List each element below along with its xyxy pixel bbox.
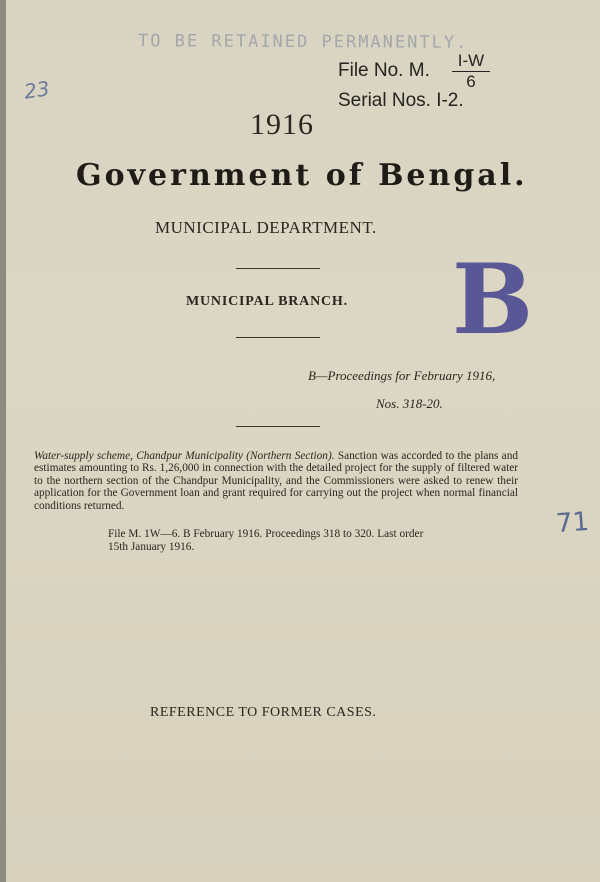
case-summary bbox=[34, 450, 518, 512]
reference-heading: REFERENCE TO FORMER CASES. bbox=[150, 705, 377, 720]
summary-body: Sanction was accorded to the plans and estimates amounting to Rs. 1,26,000 in connection with the detailed project for the supply of filtered water to the northern section of the Chandpur Municipality, and the Commissioners were asked to renew their application for the Government loan and grant required for carrying out the project when normal financial conditions returned. bbox=[34, 450, 518, 512]
serial-numbers: Serial Nos. I-2. bbox=[338, 90, 464, 111]
branch-title: MUNICIPAL BRANCH. bbox=[186, 294, 348, 309]
last-order-date: 15th January 1916. bbox=[108, 541, 195, 553]
retention-stamp: TO BE RETAINED PERMANENTLY. bbox=[137, 31, 469, 53]
divider bbox=[236, 426, 320, 427]
government-title: Government of Bengal. bbox=[76, 158, 528, 193]
divider bbox=[236, 268, 320, 269]
fraction-bottom: 6 bbox=[466, 72, 476, 91]
file-number-label: File No. M. bbox=[338, 60, 430, 81]
year-heading: 1916 bbox=[250, 108, 314, 141]
fraction-top: I-W bbox=[452, 52, 490, 72]
proceedings-line: B—Proceedings for February 1916, bbox=[308, 368, 496, 383]
file-reference-line: File M. 1W—6. B February 1916. Proceedings 318 to 320. Last order bbox=[108, 528, 424, 540]
divider bbox=[236, 337, 320, 338]
summary-subject: Water-supply scheme, Chandpur Municipality (Northern Section). bbox=[34, 450, 335, 462]
file-number-fraction bbox=[452, 52, 490, 92]
handwritten-page-number: 71 bbox=[554, 506, 591, 540]
department-title: MUNICIPAL DEPARTMENT. bbox=[155, 218, 377, 237]
handwritten-corner-note: 23 bbox=[22, 76, 51, 104]
proceedings-numbers: Nos. 318-20. bbox=[376, 396, 443, 411]
category-stamp-b: B bbox=[452, 243, 534, 356]
